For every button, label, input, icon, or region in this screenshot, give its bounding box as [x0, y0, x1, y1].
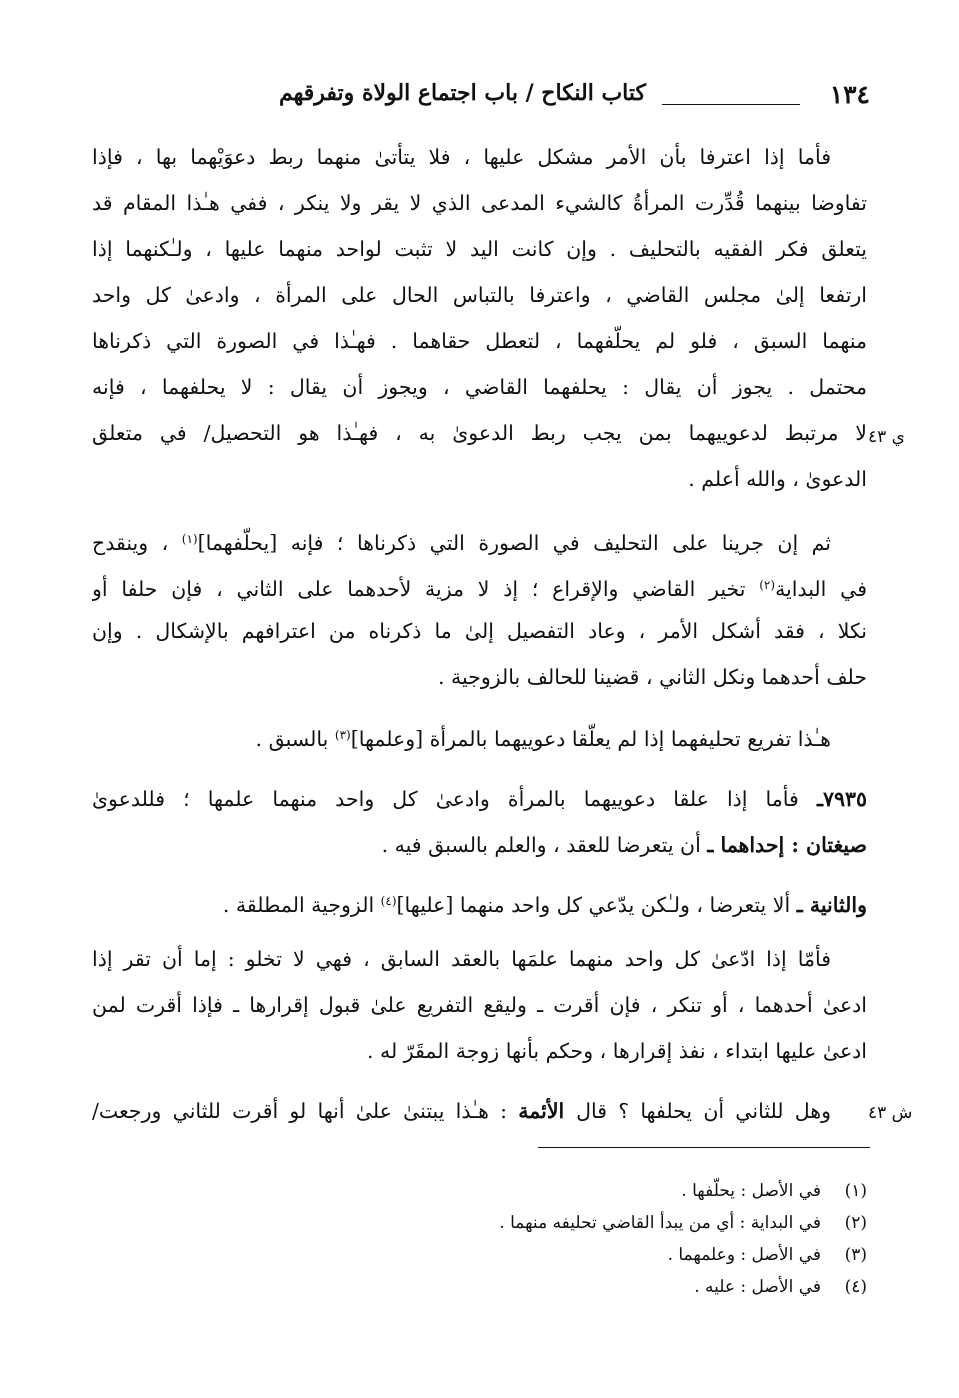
text-run: ثم إن جرينا على التحليف في الصورة التي ذكرناها ؛ فإنه [يحلّفهما] — [197, 531, 831, 555]
text-line: يتعلق فكر الفقيه بالتحليف . وإن كانت اليد لا تثبت لواحد منهما عليها ، ولـٰكنهما إذا — [92, 237, 867, 261]
page-header — [92, 78, 870, 122]
footnote — [92, 1208, 867, 1238]
bold-term: والثانية ـ — [796, 893, 867, 917]
text-line — [92, 782, 867, 822]
footnote — [92, 1176, 867, 1206]
text-line: فأما إذا اعترفا بأن الأمر مشكل عليها ، فلا يتأتىٰ منهما ربط دعوَيْهما بها ، فإذا — [92, 145, 831, 169]
text-run: الزوجية المطلقة . — [222, 893, 381, 917]
footnote-number: (٤) — [844, 1277, 867, 1297]
text-line — [92, 1094, 867, 1134]
footnote-text: في الأصل : عليه . — [694, 1277, 821, 1297]
section-number: ٧٩٣٥ـ — [816, 787, 867, 811]
text-run: بالسبق . — [255, 727, 335, 751]
text-line — [92, 884, 867, 924]
footnote — [92, 1272, 867, 1302]
text-run: ، وينقدح — [92, 531, 182, 555]
footnote-number: (٣) — [844, 1245, 867, 1265]
footnote-text: في الأصل : وعلمهما . — [667, 1245, 821, 1265]
text-line — [92, 568, 867, 608]
text-run: تخير القاضي والإقراع ؛ إذ لا مزية لأحدهما على الثاني ، فإن حلفا أو — [92, 577, 760, 601]
text-line: ارتفعا إلىٰ مجلس القاضي ، واعترفا بالتباس الحال على المرأة ، وادعىٰ كل واحد — [92, 283, 867, 307]
footnote — [92, 1240, 867, 1270]
footnote-rule — [538, 1147, 870, 1148]
text-run: أن يتعرضا للعقد ، والعلم بالسبق فيه . — [381, 833, 708, 857]
footnote-text: في البداية : أي من يبدأ القاضي تحليفه منهما . — [499, 1213, 821, 1233]
text-run: في البداية — [775, 577, 867, 601]
text-run: : هـٰذا يبتنىٰ علىٰ أنها لو أقرت للثاني ورجعت/ — [92, 1099, 519, 1123]
text-line: منهما السبق ، فلو لم يحلّفهما ، لتعطل حقاهما . فهـٰذا في الصورة التي ذكرناها — [92, 329, 867, 353]
text-line — [92, 522, 867, 562]
footnote-marker: (٢) — [759, 578, 776, 592]
text-run: ألا يتعرضا ، ولـٰكن يدّعي كل واحد منهما [عليها] — [396, 893, 797, 917]
text-line: حلف أحدهما ونكل الثاني ، قضينا للحالف بالزوجية . — [437, 665, 867, 689]
footnote-marker: (١) — [181, 532, 198, 546]
text-line: محتمل . يجوز أن يقال : يحلفهما القاضي ، ويجوز أن يقال : لا يحلفهما ، فإنه — [92, 375, 867, 399]
text-run: وهل للثاني أن يحلفها ؟ قال — [576, 1099, 831, 1123]
margin-note: ش ٤٣ — [868, 1103, 913, 1123]
running-title: كتاب النكاح / باب اجتماع الولاة وتفرقهم — [278, 80, 646, 106]
text-line — [92, 718, 867, 758]
text-line: فأمّا إذا ادّعىٰ كل واحد منهما علمَها بالعقد السابق ، فهي لا تخلو : إما أن تقر إذا — [92, 947, 831, 971]
text-line — [92, 828, 867, 868]
margin-note: ي ٤٣ — [868, 427, 905, 447]
text-run: هـٰذا تفريع تحليفهما إذا لم يعلّقا دعوييهما بالمرأة [وعلمها] — [350, 727, 831, 751]
text-run: فأما إذا علقا دعوييهما بالمرأة وادعىٰ كل واحد منهما علمها ؛ فللدعوىٰ — [92, 787, 817, 811]
footnote-number: (١) — [844, 1181, 867, 1201]
bold-term: الأئمة — [518, 1099, 577, 1123]
text-line: تفاوضا بينهما قُدِّرت المرأةُ كالشيء المدعى الذي لا يقر ولا ينكر ، ففي هـٰذا المقام قد — [92, 191, 867, 215]
footnote-marker: (٤) — [380, 894, 397, 908]
footnote-number: (٢) — [844, 1213, 867, 1233]
header-rule — [662, 104, 800, 105]
footnote-marker: (٣) — [334, 728, 351, 742]
page-number: ١٣٤ — [829, 80, 870, 109]
text-line: لا مرتبط لدعوييهما بمن يجب ربط الدعوىٰ به ، فهـٰذا هو التحصيل/ في متعلق — [92, 421, 867, 445]
text-line: ادعىٰ عليها ابتداء ، نفذ إقرارها ، وحكم بأنها زوجة المقَرّ له . — [366, 1039, 867, 1063]
text-line: ادعىٰ أحدهما ، أو تنكر ، فإن أقرت ـ وليقع التفريع علىٰ قبول إقرارها ـ فإذا أقرت لمن — [92, 993, 867, 1017]
text-line: الدعوىٰ ، والله أعلم . — [688, 467, 867, 491]
footnote-text: في الأصل : يحلّفها . — [681, 1181, 821, 1201]
bold-term: صيغتان : إحداهما ـ — [707, 833, 867, 857]
text-line: نكلا ، فقد أشكل الأمر ، وعاد التفصيل إلىٰ ما ذكرناه من اعترافهم بالإشكال . وإن — [92, 619, 867, 643]
